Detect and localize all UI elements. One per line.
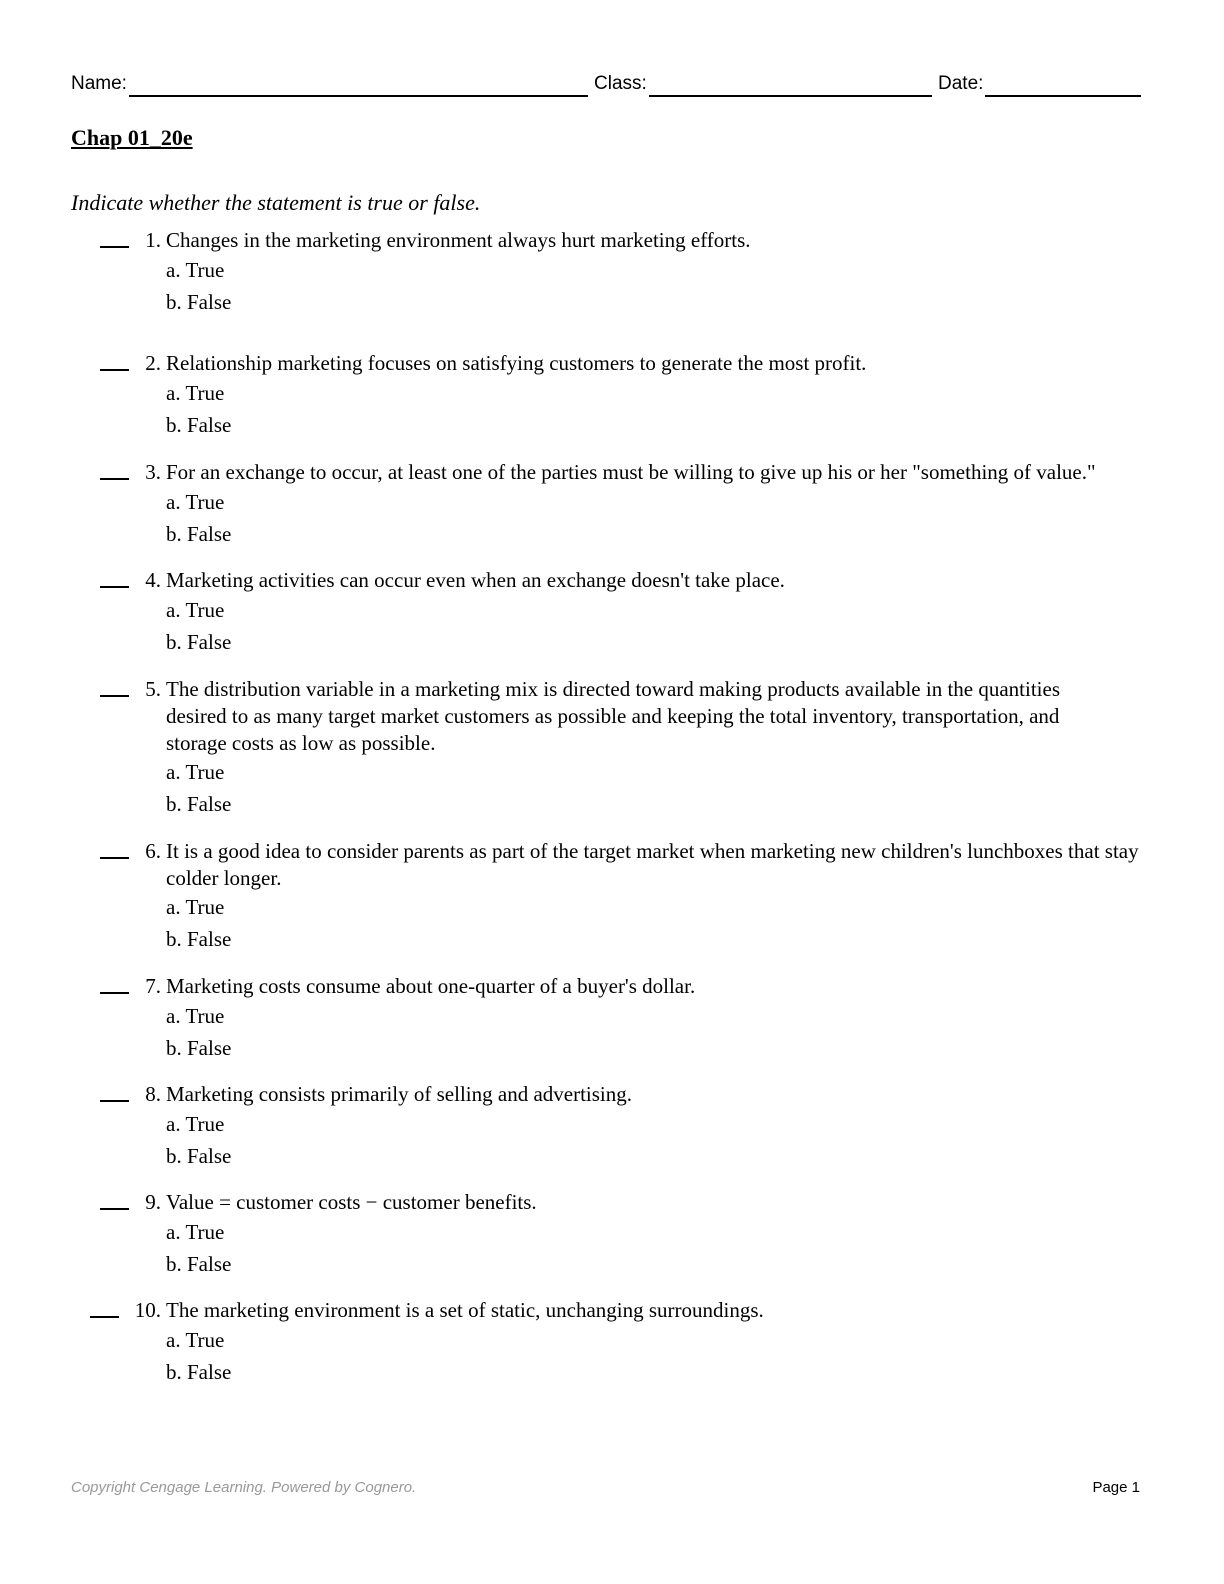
option-a: a. True — [166, 1328, 225, 1352]
name-field[interactable] — [129, 95, 588, 97]
date-label: Date: — [938, 73, 984, 94]
option-b: b. False — [166, 290, 232, 314]
option-a: a. True — [166, 381, 225, 405]
question-number: 7. — [145, 974, 161, 998]
question-text: It is a good idea to consider parents as part of the target market when marketing new children's lunchboxes that stay colder longer. — [166, 839, 1139, 890]
question-number: 3. — [145, 460, 161, 484]
page-number: Page 1 — [1092, 1479, 1140, 1496]
option-a: a. True — [166, 1220, 225, 1244]
name-label: Name: — [71, 73, 127, 94]
class-label: Class: — [594, 73, 647, 94]
question-text: The distribution variable in a marketing mix is directed toward making products available in the quantities desired to as many target market customers as possible and keeping the total inventory, transportation, and storage costs as low as possible. — [166, 677, 1061, 755]
option-a: a. True — [166, 760, 225, 784]
page-title: Chap 01_20e — [71, 125, 193, 150]
option-b: b. False — [166, 522, 232, 546]
option-a: a. True — [166, 1112, 225, 1136]
question-text: Value = customer costs − customer benefits. — [166, 1190, 537, 1214]
question-number: 1. — [145, 228, 161, 252]
question-text: The marketing environment is a set of static, unchanging surroundings. — [166, 1298, 764, 1322]
option-b: b. False — [166, 1036, 232, 1060]
question-number: 4. — [145, 568, 161, 592]
option-b: b. False — [166, 413, 232, 437]
option-a: a. True — [166, 895, 225, 919]
option-b: b. False — [166, 792, 232, 816]
option-a: a. True — [166, 1004, 225, 1028]
question-number: 2. — [145, 351, 161, 375]
question-text: Marketing activities can occur even when an exchange doesn't take place. — [166, 568, 785, 592]
question-text: Marketing costs consume about one-quarter of a buyer's dollar. — [166, 974, 696, 998]
question-number: 5. — [145, 677, 161, 701]
option-b: b. False — [166, 1144, 232, 1168]
option-b: b. False — [166, 630, 232, 654]
option-a: a. True — [166, 490, 225, 514]
question-text: Marketing consists primarily of selling and advertising. — [166, 1082, 632, 1106]
instructions: Indicate whether the statement is true or false. — [71, 190, 481, 215]
question-number: 6. — [145, 839, 161, 863]
question-text: Relationship marketing focuses on satisfying customers to generate the most profit. — [166, 351, 867, 375]
question-text: For an exchange to occur, at least one of the parties must be willing to give up his or her "something of value." — [166, 460, 1096, 484]
option-a: a. True — [166, 258, 225, 282]
question-text: Changes in the marketing environment always hurt marketing efforts. — [166, 228, 751, 252]
copyright-footer: Copyright Cengage Learning. Powered by Cognero. — [71, 1479, 417, 1496]
class-field[interactable] — [649, 95, 932, 97]
date-field[interactable] — [985, 95, 1141, 97]
question-number: 9. — [145, 1190, 161, 1214]
question-number: 8. — [145, 1082, 161, 1106]
option-b: b. False — [166, 1252, 232, 1276]
question-number: 10. — [134, 1298, 161, 1322]
option-a: a. True — [166, 598, 225, 622]
option-b: b. False — [166, 927, 232, 951]
option-b: b. False — [166, 1360, 232, 1384]
